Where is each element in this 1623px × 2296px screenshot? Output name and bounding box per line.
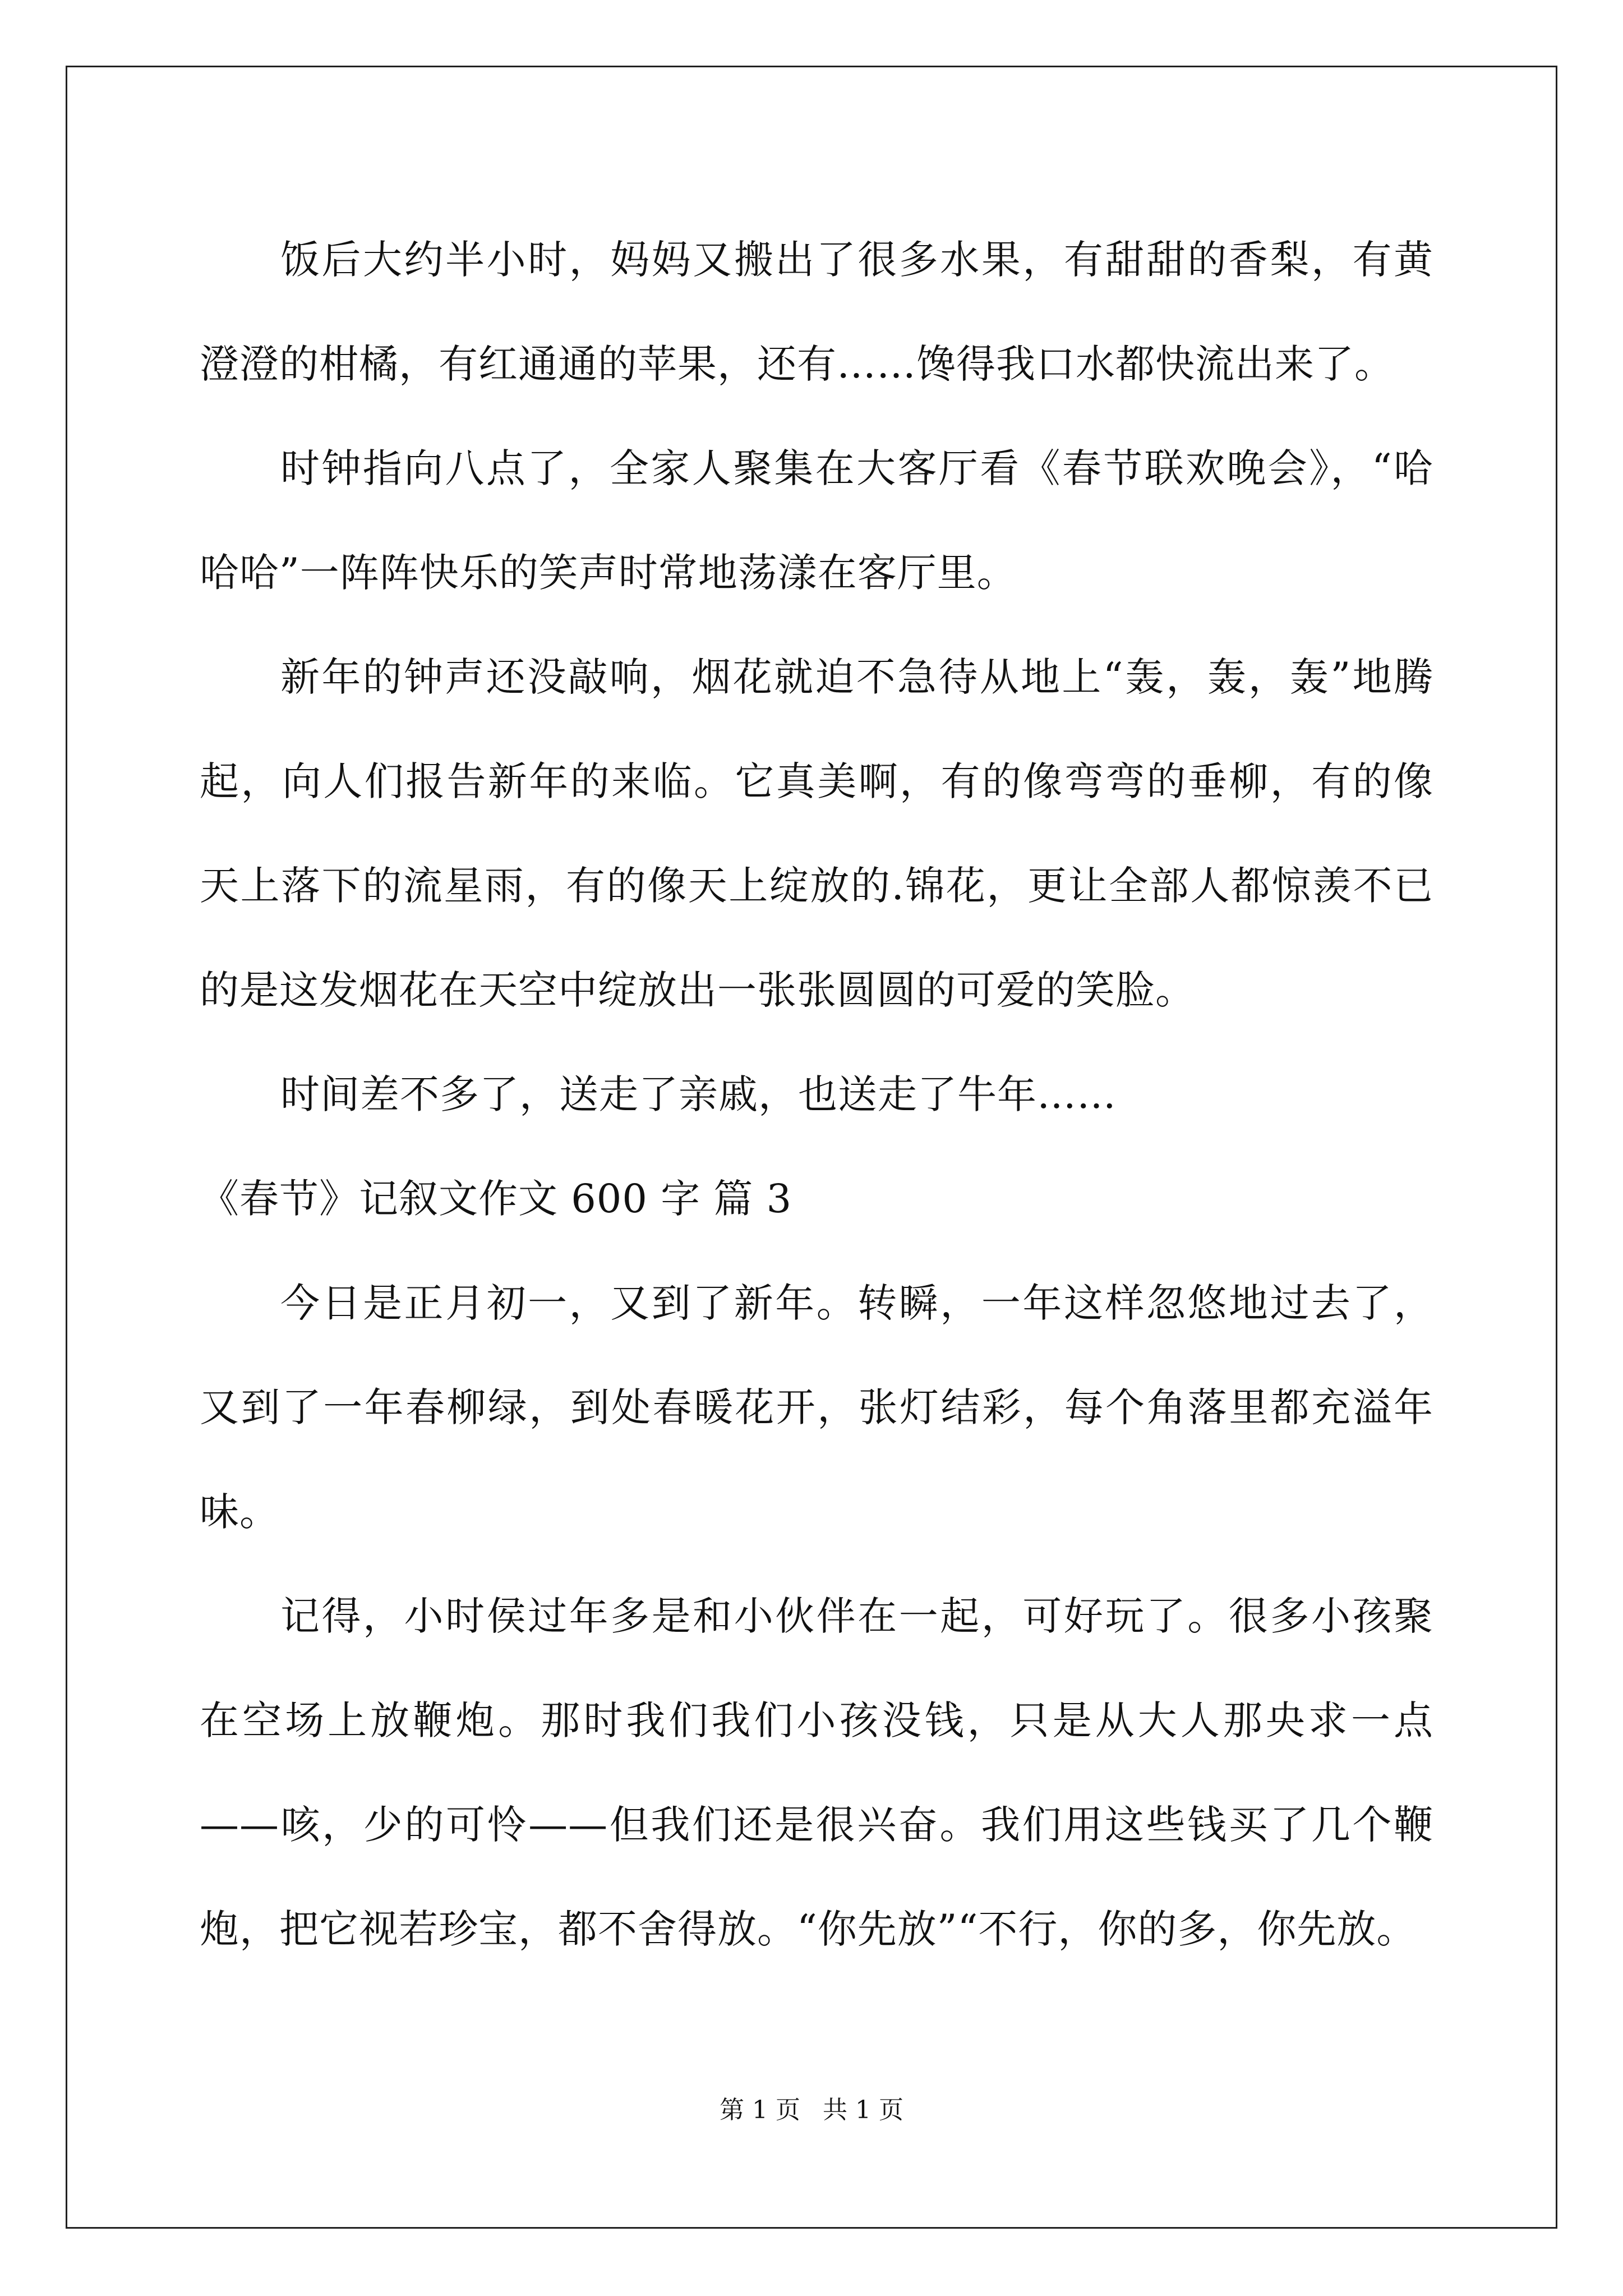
- paragraph: 今日是正月初一，又到了新年。转瞬，一年这样忽悠地过去了，又到了一年春柳绿，到处春暖花开，张灯结彩，每个角落里都充溢年味。: [200, 1280, 1433, 1535]
- page-footer: [0, 2093, 1623, 2127]
- section-heading: 《春节》记叙文作文 600 字 篇 3: [200, 1176, 792, 1222]
- paragraph: 时钟指向八点了，全家人聚集在大客厅看《春节联欢晚会》，“哈哈哈”一阵阵快乐的笑声时常地荡漾在客厅里。: [200, 445, 1433, 596]
- page-number: 第 1 页: [720, 2096, 800, 2124]
- page-total: 共 1 页: [823, 2096, 903, 2124]
- paragraph: 记得，小时侯过年多是和小伙伴在一起，可好玩了。很多小孩聚在空场上放鞭炮。那时我们我们小孩没钱，只是从大人那央求一点——咳，少的可怜——但我们还是很兴奋。我们用这些钱买了几个鞭炮，把它视若珍宝，都不舍得放。“你先放”“不行，你的多，你先放。: [200, 1593, 1433, 1952]
- paragraph: 新年的钟声还没敲响，烟花就迫不急待从地上“轰，轰，轰”地腾起，向人们报告新年的来临。它真美啊，有的像弯弯的垂柳，有的像天上落下的流星雨，有的像天上绽放的.锦花，更让全部人都惊羡不已的是这发烟花在天空中绽放出一张张圆圆的可爱的笑脸。: [200, 654, 1433, 1013]
- document-body: [200, 208, 1433, 1981]
- paragraph: 饭后大约半小时，妈妈又搬出了很多水果，有甜甜的香梨，有黄澄澄的柑橘，有红通通的苹果，还有……馋得我口水都快流出来了。: [200, 237, 1433, 387]
- paragraph: 时间差不多了，送走了亲戚，也送走了牛年……: [280, 1071, 1117, 1117]
